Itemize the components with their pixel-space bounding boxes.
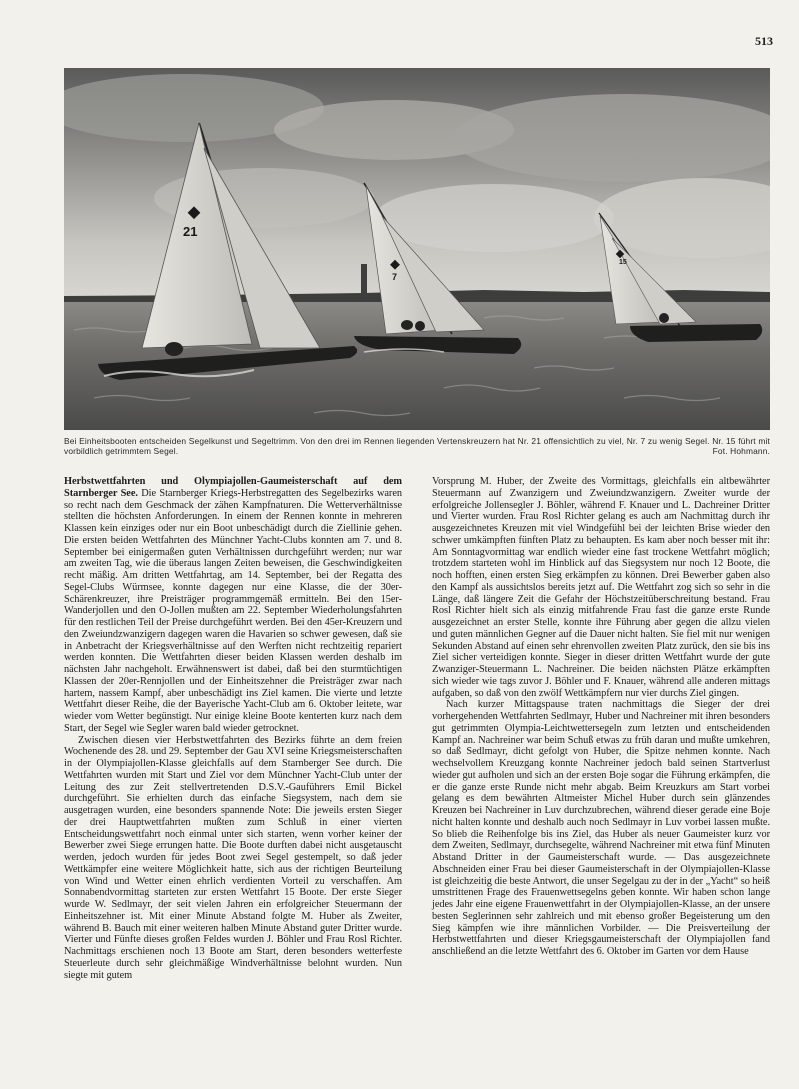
article-paragraph: Zwischen diesen vier Herbstwettfahrten des Bezirks führte an dem freien Wochenende des 28. und 29. September der Gau XVI seine Kriegsmeisterschaften in der Olympiajollen-Klasse gleichfalls auf dem Starnberger See durch. Die Wettfahrten wurden mit Start und Ziel vor dem Münchner Yacht-Club unter der Leitung des zur Zeit stellvertretenden D.S.V.-Gauführers Emil Bickel durchgeführt. Sie erhielten durch das einfache Siegsystem, nach dem sie ausgetragen wurden, eine besonders spannende Note: Die jeweils ersten Sieger der drei Hauptwettfahrten mußten zum Schluß in einer vierten Entscheidungswettfahrt noch einmal unter sich starten, wenn vorher keiner der Bewerber zwei Siege errungen hatte. Die Boote durften dabei nicht ausgetauscht werden, jedoch wurden für jedes Boot zwei Segel gestempelt, so daß jeder Wettkämpfer eine weitere Möglichkeit hatte, sich aus der richtigen Beurteilung von Wind und Wetter einen ehrlich verdienten Vorteil zu verschaffen. Am Sonnabendvormittag starteten zur ersten Wettfahrt 15 Boote. Der erste Sieger wurde W. Sedlmayr, der seit vielen Jahren ein erfolgreicher Steuermann der Einheitszehner ist. Mit einer Minute Abstand folgte M. Huber als Zweiter, während B. Bauch mit einer weiteren halben Minute Abstand guter Dritter wurde. Vierter und Fünfte dieses großen Feldes wurden J. Böhler und Frau Rosl Richter. Nachmittags erschienen noch 13 Boote am Start, deren besonders wetterfeste Steuerleute durch sehr gleichmäßige Windverhältnisse belohnt wurden. Nun siegte mit gutem	[64, 734, 402, 981]
page-number: 513	[755, 34, 773, 48]
caption-text: Bei Einheitsbooten entscheiden Segelkunst und Segeltrimm. Von den drei im Rennen liegenden Vertenskreuzern hat Nr. 21 offensichtlich zu viel, Nr. 7 zu wenig Segel. Nr. 15 führt mit vorbildlich getrimmtem Segel.	[64, 436, 770, 456]
photo-credit: Fot. Hohmann.	[712, 446, 770, 456]
article-column-right	[432, 476, 770, 958]
sail-number-7: 7	[392, 272, 398, 282]
article-paragraph: Vorsprung M. Huber, der Zweite des Vormittags, gleichfalls ein altbewährter Steuermann auf Zwanzigern und Zweiundzwanzigern. Zweiter wurde der erfolgreiche Jollensegler J. Böhler, während F. Knauer und L. Dachreiner Dritter und Vierter wurden. Frau Rosl Richter gelang es auch am Nachmittag durch ihr ausgezeichnetes Kreuzen mit viel Windgefühl bei der leichten Brise wieder den schwer umkämpften fünften Platz zu behaupten. Es kam aber noch besser mit ihr: Am Sonntagvormittag war endlich wieder eine fast trockene Wettfahrt möglich; trotzdem starteten wohl im Hinblick auf das Siegsystem nur noch 12 Boote, die noch hofften, einen ersten Sieg erkämpfen zu können. Drei Bewerber gaben also den Kampf als aussichtslos bereits jetzt auf. Die Wettfahrt zog sich so sehr in die Länge, daß längere Zeit die Gefahr der Höchstzeitüberschreitung bestand. Frau Rosl Richter hielt sich als einzig mitfahrende Frau fast die ganze erste Runde ausgezeichnet an erster Stelle, konnte ihre Führung aber gegen die allzu vielen und guten männlichen Gegner auf die Dauer nicht halten. Sie fiel mit nur wenigen Sekunden Abstand auf einen sehr ehrenvollen zweiten Platz zurück, den sie bis ins Ziel sicher verteidigen konnte. Sieger in dieser dritten Wettfahrt wurde der gute Zwanziger-Steuermann L. Nachreiner. Die beiden nächsten Plätze erkämpften sich wieder wie tags zuvor J. Böhler und F. Knauer, während alle anderen mittags aufgaben, so daß von den zwölf Wettkämpfern nur vier durchs Ziel gingen.	[432, 476, 770, 699]
paragraph-text: Die Starnberger Kriegs-Herbstregatten des Segelbezirks waren so recht nach dem Geschmack der zähen Kampfnaturen. Die Wetterverhältnisse stellten die höchsten Anforderungen. In einem der Rennen konnte in mehreren Klassen kein einziges oder nur ein Boot unbeschädigt durch die Ziellinie gehen. Die ersten beiden Wettfahrten des Münchner Yacht-Clubs konnten am 7. und 8. September bei einigermaßen guten Verhältnissen durchgeführt werden; nur war am zweiten Tag, wie die überaus langen Zeiten beweisen, die Geschwindigkeiten recht mäßig. Am dritten Wettfahrtag, am 14. September, bei der Regatta des Segel-Clubs Würmsee, konnte dagegen nur eine Klasse, die der 30er-Schärenkreuzer, ihre Preisträger programmgemäß ermitteln. Bei den 15er-Wanderjollen und den O-Jollen mußten am 22. September Wiederholungsfahrten für den restlichen Teil der Preise durchgeführt werden. Bei den 45er-Kreuzern und den Zweiundzwanzigern dagegen waren die Havarien so schwer gewesen, daß sie in Anbetracht der Kriegsverhältnisse auf den Werften nicht rechtzeitig repariert werden konnten. Die Wettfahrten dieser beiden Klassen werden deshalb im nächsten Jahr nachgeholt. Erwähnenswert ist dabei, daß bei den sturmtüchtigen Klassen der 20er-Rennjollen und der Einheitszehner die Preisträger zwar nach hartem, nassem Kampf, aber unbeschädigt ins Ziel kamen. Die vierte und letzte Wettfahrt dieser Reihe, die der Bayerische Yacht-Club am 6. Oktober leitete, war wieder vom Wetter begünstigt. Nur einige kleine Boote kenterten kurz nach dem Start, der Segel wie Segler waren bald wieder getrocknet.	[64, 487, 402, 734]
article-column-left	[64, 476, 402, 981]
sail-number-15: 15	[619, 259, 627, 266]
sail-number-21: 21	[183, 224, 198, 239]
article-first-paragraph	[64, 476, 402, 735]
article-paragraph: Nach kurzer Mittagspause traten nachmittags die Sieger der drei vorhergehenden Wettfahrten Sedlmayr, Huber und Nachreiner mit ihren besonders gut getrimmten Olympia-Leichtwettersegeln zum letzten und entscheidenden Kampf an. Nachreiner war beim Schuß etwas zu früh daran und mußte umkehren, so daß Sedlmayr, dicht gefolgt von Huber, die Spitze nehmen konnte. Nach wechselvollem Kreuzgang konnte Nachreiner jedoch bald seinen Startverlust wieder gut aufholen und sich an der ersten Boje sogar die Führung erkämpfen, die er die ganze erste Runde nicht mehr abgab. Beim Kreuzkurs am Start vorbei gelang es dem bewährten Altmeister Michel Huber durch sein glänzendes Kreuzen bei Nachreiner in Luv durchzubrechen, während dieser gerade eine Boje nicht halten konnte und deshalb auch noch Sedlmayr in Luv vorbei lassen mußte. So blieb die Reihenfolge bis ins Ziel, das Huber als neuer Gaumeister kurz vor dem Zweiten, Sedlmayr, durchsegelte, während Nachreiner mit etwa fünf Minuten Abstand Dritter in der Gaumeisterschaft wurde. — Das ausgezeichnete Abschneiden einer Frau bei dieser Gaumeisterschaft in der Olympiajollen-Klasse ist gleichzeitig die beste Antwort, die unser Segelgau zu der in der „Yacht“ so heiß umstrittenen Frage des Frauenwettsegelns geben konnte. Wir haben schon lange jedes Jahr eine eigene Frauenwettfahrt in der Olympiajollen-Klasse, an der unsere besten Seglerinnen sehr zahlreich und mit ebenso großer Begeisterung um den Sieg kämpfen wie ihre männlichen Vorbilder. — Die Preisverteilung der Herbstwettfahrten und dieser Kriegsgaumeisterschaft der Olympiajollen fand anschließend an die letzte Wettfahrt des 6. Oktober im Garten vor dem Hause	[432, 699, 770, 957]
article-heading: Herbstwettfahrten und Olympiajollen-Gaumeisterschaft auf dem Starnberger See.	[64, 476, 402, 499]
sailing-photo	[64, 68, 770, 430]
photo-caption	[64, 436, 770, 456]
